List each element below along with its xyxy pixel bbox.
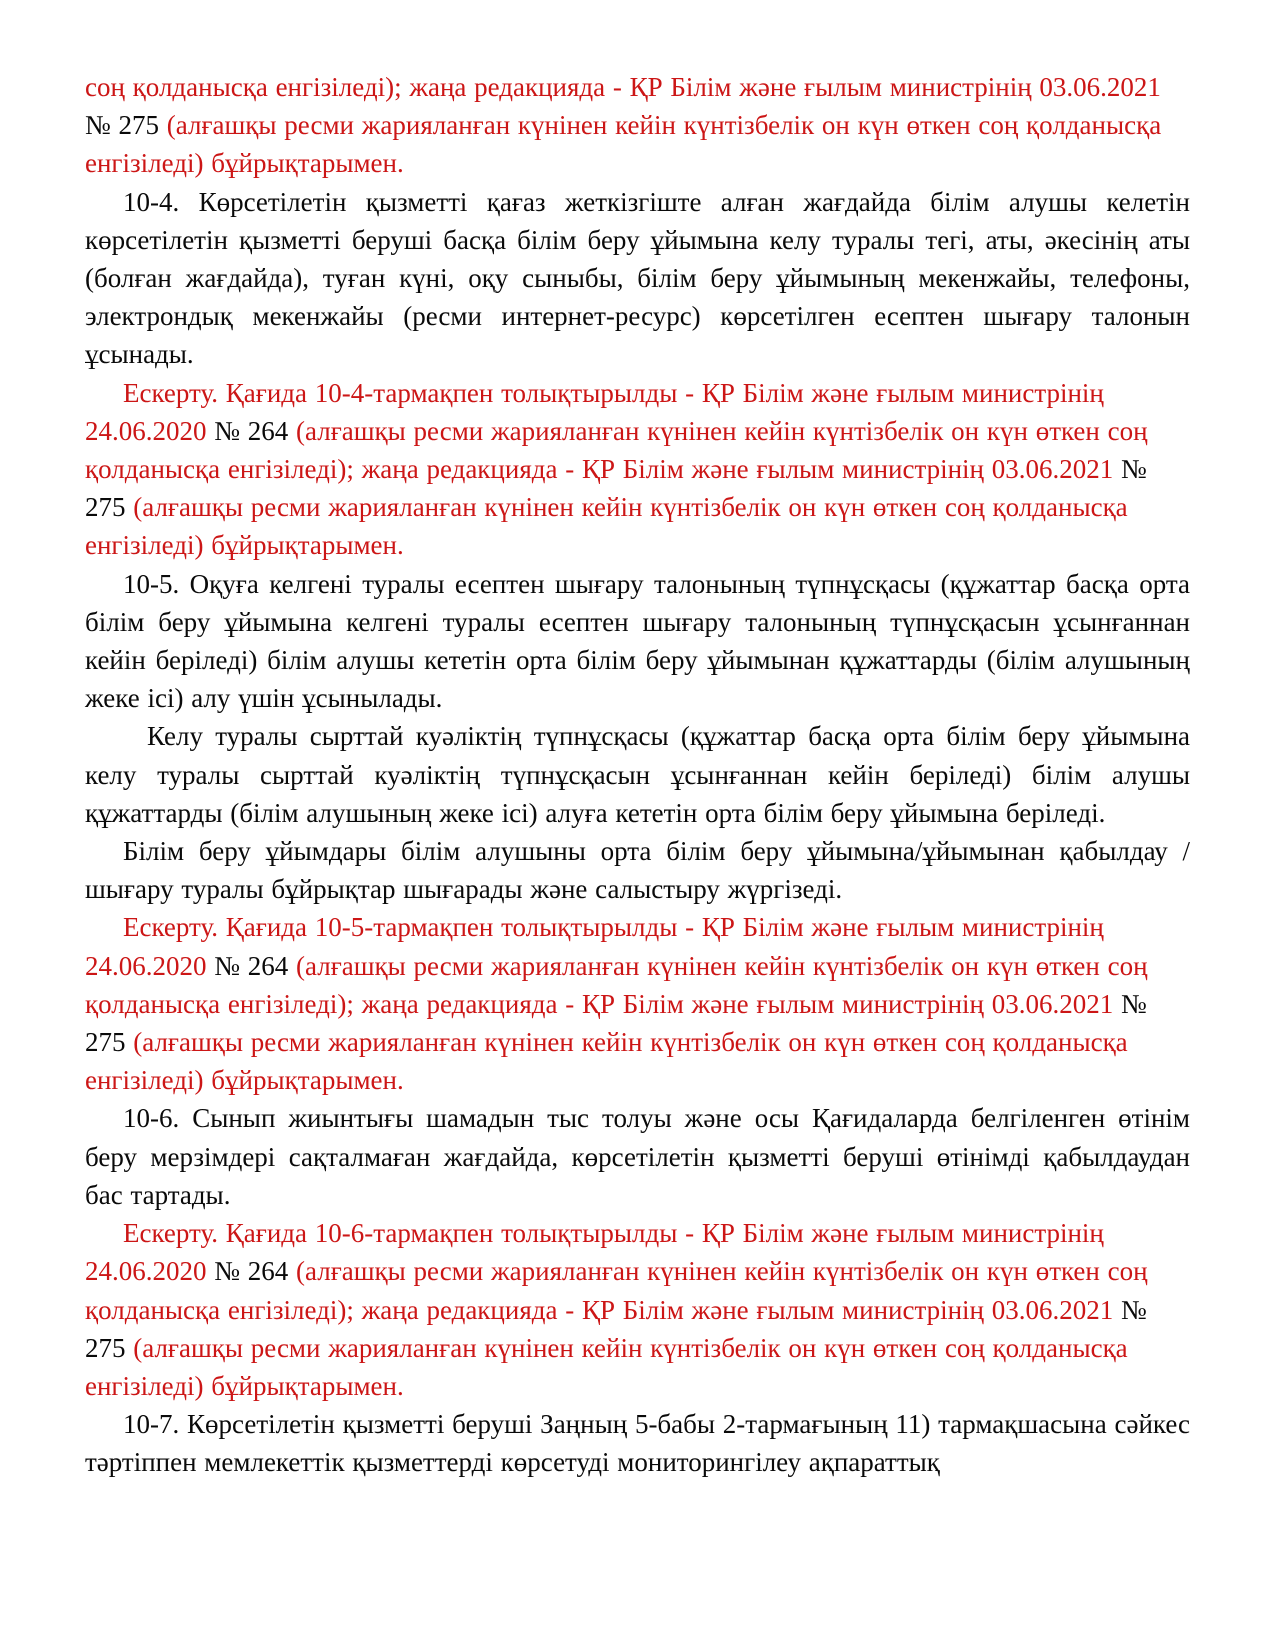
clause-10-5 [85, 565, 1190, 718]
amendment-text-segment: соң қолданысқа енгізіледі); жаңа редакцияда - ҚР Білім және ғылым министрінің 03.06.2021 [85, 72, 1161, 102]
body-text-segment: № 275 [85, 988, 1147, 1058]
body-text-segment: 10-6. Сынып жиынтығы шамадын тыс толуы және осы Қағидаларда белгіленген өтінім беру мерзімдері сақталмаған жағдайда, көрсетілетін қызметті беруші өтінімді қабылдаудан бас тартады. [85, 1103, 1190, 1210]
amendment-note-10-5 [85, 908, 1190, 1099]
amendment-text-segment: (алғашқы ресми жарияланған күнінен кейін күнтізбелік он күн өткен соң қолданысқа енгізіледі) бұйрықтарымен. [85, 110, 1162, 179]
body-text-segment: 10-4. Көрсетілетін қызметті қағаз жеткізгіште алған жағдайда білім алушы келетін көрсетілетін қызметті беруші басқа білім беру ұйымына келу туралы тегі, аты, әкесінің аты (болған жағдайда), туған күні, оқу сыныбы, білім беру ұйымының мекенжайы, телефоны, электрондық мекенжайы (ресми интернет-ресурс) көрсетілген есептен шығару талонын ұсынады. [85, 186, 1190, 370]
amendment-text-segment: (алғашқы ресми жарияланған күнінен кейін күнтізбелік он күн өткен соң қолданысқа енгізіледі); жаңа редакцияда - ҚР Білім және ғылым министрінің 03.06.2021 [85, 950, 1148, 1019]
body-text-segment: Келу туралы сырттай куәліктің түпнұсқасы (құжаттар басқа орта білім беру ұйымына келу туралы сырттай куәліктің түпнұсқасын ұсынғаннан кейін беріледі) білім алушы құжаттарды (білім алушының жеке ісі) алуға кететін орта білім беру ұйымына беріледі. [85, 721, 1190, 828]
amendment-note-continuation [85, 68, 1190, 183]
amendment-text-segment: (алғашқы ресми жарияланған күнінен кейін күнтізбелік он күн өткен соң қолданысқа енгізіледі) бұйрықтарымен. [85, 1027, 1128, 1096]
body-text-segment: № 264 [214, 415, 289, 446]
amendment-text-segment: Ескерту. Қағида 10-4-тармақпен толықтырылды - ҚР Білім және ғылым министрінің 24.06.2020 [85, 377, 1104, 446]
amendment-note-10-6 [85, 1214, 1190, 1405]
amendment-text-segment: Ескерту. Қағида 10-6-тармақпен толықтырылды - ҚР Білім және ғылым министрінің 24.06.2020 [85, 1218, 1104, 1287]
clause-10-5-orders [85, 832, 1190, 908]
body-text-segment: 10-5. Оқуға келгені туралы есептен шығару талонының түпнұсқасы (құжаттар басқа орта білім беру ұйымына келгені туралы есептен шығару талонының түпнұсқасын ұсынғаннан кейін беріледі) білім алушы кететін орта білім беру ұйымынан құжаттарды (білім алушының жеке ісі) алу үшін ұсынылады. [85, 568, 1190, 714]
clause-10-6 [85, 1099, 1190, 1214]
body-text-segment: Білім беру ұйымдары білім алушыны орта білім беру ұйымына/ұйымынан қабылдау / шығару туралы бұйрықтар шығарады және салыстыру жүргізеді. [85, 836, 1190, 905]
amendment-text-segment: (алғашқы ресми жарияланған күнінен кейін күнтізбелік он күн өткен соң қолданысқа енгізіледі) бұйрықтарымен. [85, 492, 1128, 561]
body-text-segment: 10-7. Көрсетілетін қызметті беруші Заңның 5-бабы 2-тармағының 11) тармақшасына сәйкес тәртіппен мемлекеттік қызметтерді көрсетуді мониторингілеу ақпараттық [85, 1409, 1190, 1478]
body-text-segment: № 264 [214, 950, 289, 981]
clause-10-4 [85, 183, 1190, 374]
body-text-segment: № 275 [85, 1294, 1147, 1363]
body-text-segment: № 275 [85, 110, 160, 141]
clause-10-7 [85, 1405, 1190, 1481]
body-text-segment: № 264 [214, 1256, 289, 1287]
body-text-segment: № 275 [85, 454, 1147, 523]
amendment-text-segment: (алғашқы ресми жарияланған күнінен кейін күнтізбелік он күн өткен соң қолданысқа енгізіледі) бұйрықтарымен. [85, 1332, 1128, 1401]
amendment-text-segment: (алғашқы ресми жарияланған күнінен кейін күнтізбелік он күн өткен соң қолданысқа енгізіледі); жаңа редакцияда - ҚР Білім және ғылым министрінің 03.06.2021 [85, 415, 1148, 485]
amendment-text-segment: Ескерту. Қағида 10-5-тармақпен толықтырылды - ҚР Білім және ғылым министрінің 24.06.2020 [85, 912, 1104, 981]
amendment-text-segment: (алғашқы ресми жарияланған күнінен кейін күнтізбелік он күн өткен соң қолданысқа енгізіледі); жаңа редакцияда - ҚР Білім және ғылым министрінің 03.06.2021 [85, 1256, 1148, 1325]
amendment-note-10-4 [85, 374, 1190, 565]
document-content [85, 68, 1190, 1482]
clause-10-5-absentia-certificate [85, 717, 1190, 832]
